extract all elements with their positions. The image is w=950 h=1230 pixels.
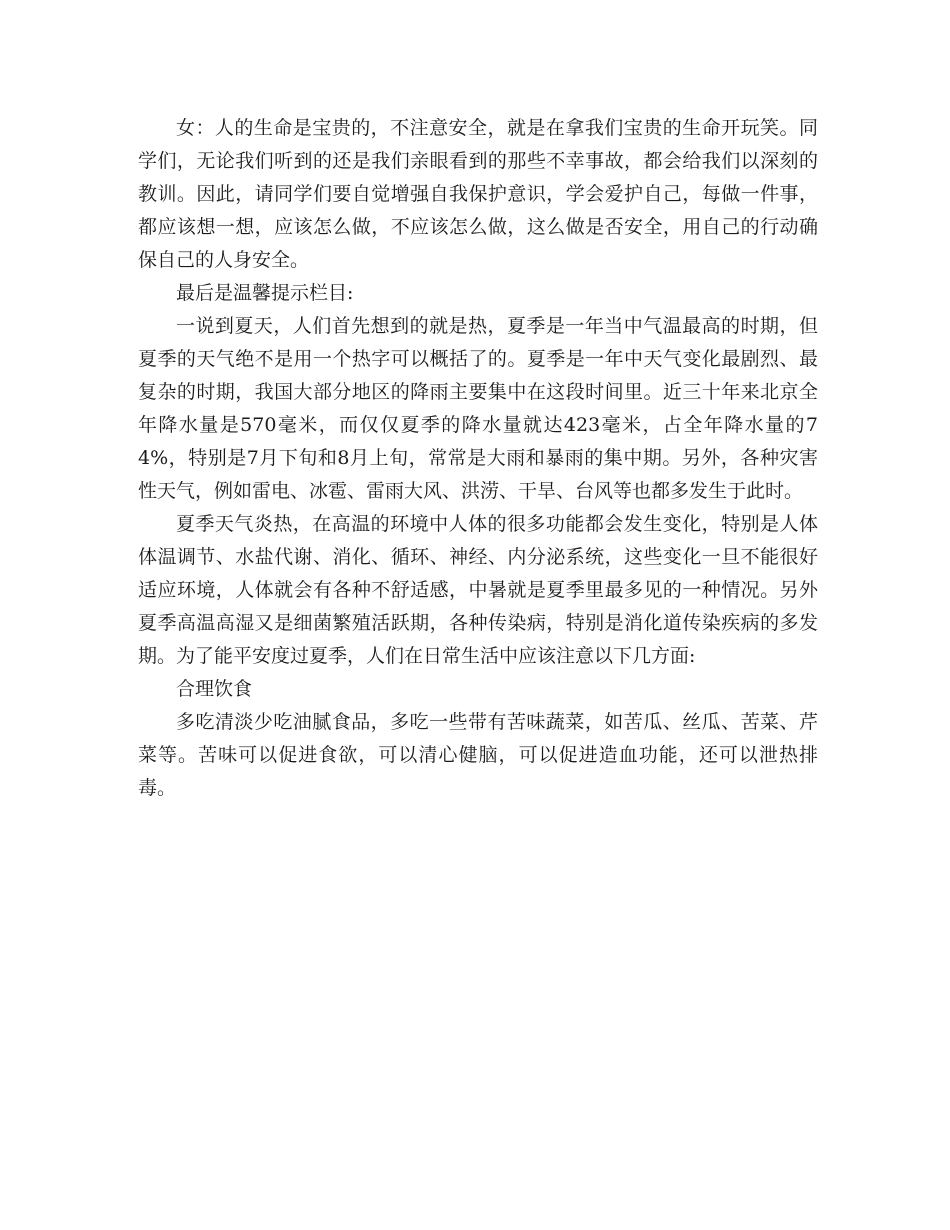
paragraph-safety-conclusion: 女：人的生命是宝贵的，不注意安全，就是在拿我们宝贵的生命开玩笑。同学们，无论我们听到的还是我们亲眼看到的那些不幸事故，都会给我们以深刻的教训。因此，请同学们要自觉增强自我保护意识，学会爱护自己，每做一件事，都应该想一想，应该怎么做，不应该怎么做，这么做是否安全，用自己的行动确保自己的人身安全。 bbox=[138, 117, 818, 271]
document-page bbox=[138, 112, 818, 805]
paragraph-summer-health: 夏季天气炎热，在高温的环境中人体的很多功能都会发生变化，特别是人体体温调节、水盐代谢、消化、循环、神经、内分泌系统，这些变化一旦不能很好适应环境，人体就会有各种不舒适感，中暑就是夏季里最多见的一种情况。另外夏季高温高湿又是细菌繁殖活跃期，各种传染病，特别是消化道传染疾病的多发期。为了能平安度过夏季，人们在日常生活中应该注意以下几方面: bbox=[138, 513, 818, 667]
paragraph-summer-weather: 一说到夏天，人们首先想到的就是热，夏季是一年当中气温最高的时期，但夏季的天气绝不是用一个热字可以概括了的。夏季是一年中天气变化最剧烈、最复杂的时期，我国大部分地区的降雨主要集中在这段时间里。近三十年来北京全年降水量是570毫米，而仅仅夏季的降水量就达423毫米，占全年降水量的74%，特别是7月下旬和8月上旬，常常是大雨和暴雨的集中期。另外，各种灾害性天气，例如雷电、冰雹、雷雨大风、洪涝、干旱、台风等也都多发生于此时。 bbox=[138, 315, 818, 502]
paragraph-diet-advice: 多吃清淡少吃油腻食品，多吃一些带有苦味蔬菜，如苦瓜、丝瓜、苦菜、芹菜等。苦味可以促进食欲，可以清心健脑，可以促进造血功能，还可以泄热排毒。 bbox=[138, 711, 818, 799]
paragraph-tips-intro: 最后是温馨提示栏目: bbox=[176, 282, 354, 304]
section-heading-diet: 合理饮食 bbox=[176, 678, 253, 700]
